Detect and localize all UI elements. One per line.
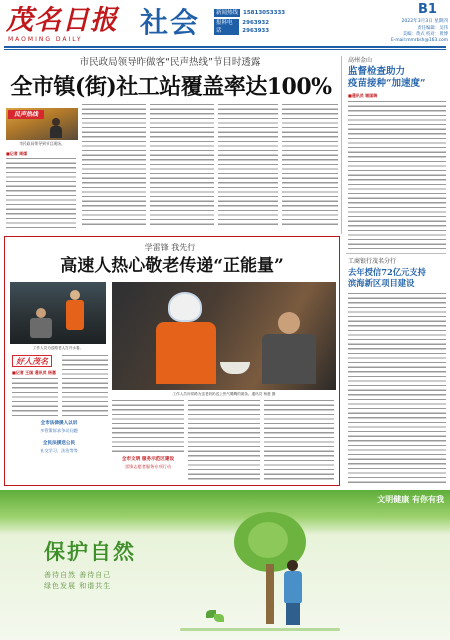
- masthead-rule: [4, 46, 446, 48]
- promo-line-1: 善待自然 善待自己: [44, 571, 112, 579]
- feature-photo-left-caption: 工作人员为送路老人打开水看。: [32, 346, 84, 350]
- finance-headline-1: 工商银行茂名分行: [348, 258, 397, 265]
- report-phone: 2963932 2963933: [242, 20, 270, 34]
- feature-body-col4: [188, 400, 260, 480]
- sidebar-byline: ■通讯员 谢国瑞: [348, 93, 378, 98]
- finance-body: [348, 293, 446, 485]
- lead-photo: [6, 108, 78, 140]
- feature-photo-right-caption: 工作人员向常路为送老奶奶送上热气腾腾的面条。通讯员 杨惠 摄: [172, 392, 276, 396]
- masthead-rule-thin: [4, 49, 446, 50]
- worker-figure: [66, 290, 84, 340]
- person-illustration-icon: [282, 560, 304, 628]
- feature-byline: ■记者 王国 通讯员 杨惠: [12, 370, 56, 375]
- feature-sub-3: [112, 456, 184, 474]
- report-label: 报料电话: [214, 19, 239, 35]
- person-icon: [50, 118, 62, 138]
- worker-helmet-figure: [156, 292, 216, 388]
- section-title: 社会: [140, 6, 201, 39]
- feature-photo-left: [10, 282, 106, 344]
- feature-sub-2-title: 全民法援送公民: [42, 441, 76, 446]
- lead-body-col5: [282, 104, 338, 228]
- designer-credit: 美编：黄式 校对：黄博: [402, 32, 448, 37]
- photo-badge: 民声热线: [8, 110, 44, 119]
- section-title-block: [140, 6, 212, 40]
- feature-sub-3-title: 全市文明 服务示范区建设: [121, 457, 175, 462]
- sprout-icon: [206, 610, 226, 630]
- lead-byline: ■记者 周煤: [6, 151, 28, 156]
- feature-headline: 高速人热心敬老传递“正能量”: [60, 256, 284, 276]
- promo-title: 保护自然: [44, 539, 136, 564]
- tree-canopy-shade: [248, 522, 288, 558]
- hotline-phone: 15813053333: [243, 10, 286, 16]
- feature-sub-3-sub: 雷锋志愿者服务专项行动: [124, 464, 172, 469]
- feature-sub-2-sub: 社交学习、法治等等: [40, 448, 78, 453]
- page-number: B1: [418, 2, 437, 17]
- sidebar-headline-1: 监督检查助力: [348, 66, 406, 77]
- elder-figure: [30, 308, 52, 340]
- feature-badge: 好人茂名: [12, 355, 52, 367]
- feature-body-col2: [62, 355, 108, 418]
- finance-headline-3: 滨海新区项目建设: [348, 278, 415, 288]
- column-divider: [341, 56, 342, 234]
- lead-headline: 全市镇(街)社工站覆盖率达100%: [10, 74, 332, 100]
- promo-tagline: 文明健康 有你有我: [377, 495, 444, 504]
- ground-line: [180, 628, 340, 631]
- lead-photo-caption: 市民政局领导到节目现场。: [19, 141, 65, 146]
- lead-body-col2: [82, 104, 146, 228]
- finance-rule: [346, 253, 446, 254]
- hotline-box: [214, 9, 296, 33]
- feature-kicker: 学雷锋 我先行: [144, 243, 196, 252]
- hotline-label: 新闻热线: [216, 10, 239, 16]
- elder-seated-figure: [262, 312, 316, 388]
- lead-body-col1: [6, 158, 76, 228]
- sidebar-kicker: 高州金山: [348, 57, 373, 64]
- masthead-logo: 茂名日报: [6, 5, 118, 36]
- masthead-logo-sub: MAOMING DAILY: [8, 36, 83, 43]
- feature-sub-1: [12, 420, 106, 438]
- issue-date: 2022年3月3日 星期四: [401, 19, 448, 24]
- feature-photo-right: [112, 282, 336, 390]
- bowl-icon: [220, 362, 250, 374]
- feature-body-col5: [264, 400, 334, 480]
- sidebar-headline-2: 疫苗接种“加速度”: [348, 78, 426, 89]
- lead-body-col4: [218, 104, 278, 228]
- feature-sub-1-title: 全市法律援人以诉: [40, 421, 78, 426]
- tree-trunk: [266, 564, 274, 624]
- editor-credit: 责任编辑：吴伟: [417, 26, 448, 31]
- sidebar-body: [348, 101, 446, 249]
- lead-kicker: 市民政局领导昨做客“民声热线”节目时透露: [79, 57, 261, 68]
- feature-sub-1-sub: 多管策诉求争议问题: [40, 428, 78, 433]
- finance-headline-2: 去年授信72亿元支持: [348, 267, 426, 277]
- email-credit: E-mail:mmrbsh@163.com: [390, 38, 448, 43]
- feature-sub-2: [12, 440, 106, 458]
- promo-line-2: 绿色发展 和谐共生: [44, 582, 112, 590]
- feature-body-col1: [12, 378, 58, 418]
- lead-body-col3: [150, 104, 214, 228]
- feature-body-col3: [112, 400, 184, 452]
